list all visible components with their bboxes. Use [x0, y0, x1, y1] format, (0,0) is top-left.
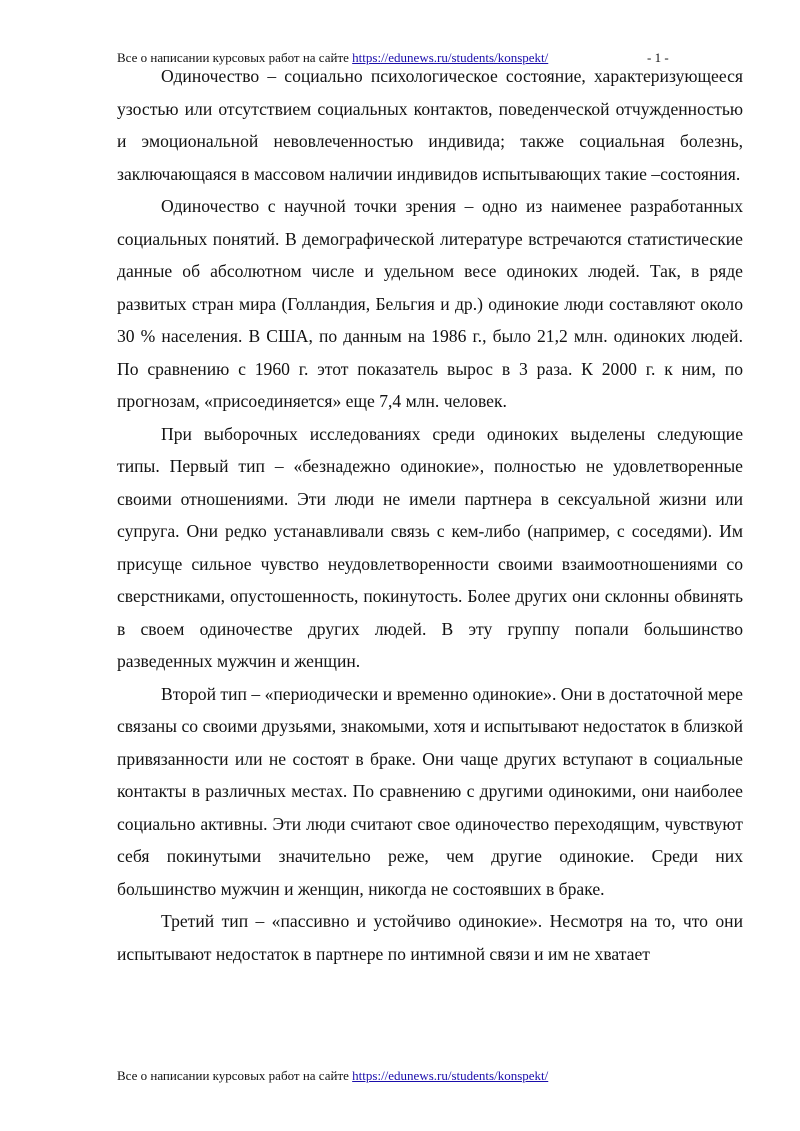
paragraph: Одиночество – социально психологическое состояние, характеризующееся узостью или отсутствием социальных контактов, поведенческой отчужденностью и эмоциональной невовлеченностью индивида; также социальная болезнь, заключающаяся в массовом наличии индивидов испытывающих такие –состояния.	[117, 66, 743, 184]
paragraph: Одиночество с научной точки зрения – одно из наименее разработанных социальных понятий. В демографической литературе встречаются статистические данные об абсолютном числе и удельном весе одиноких людей. Так, в ряде развитых стран мира (Голландия, Бельгия и др.) одинокие люди составляют около 30 % населения. В США, по данным на 1986 г., было 21,2 млн. одиноких людей. По сравнению с 1960 г. этот показатель вырос в 3 раза. К 2000 г. к ним, по прогнозам, «присоединяется» еще 7,4 млн. человек.	[117, 196, 743, 411]
page-number: - 1 -	[647, 50, 669, 65]
header-link[interactable]: https://edunews.ru/students/konspekt/	[352, 50, 549, 65]
paragraph: Второй тип – «периодически и временно одинокие». Они в достаточной мере связаны со своими друзьями, знакомыми, хотя и испытывают недостаток в близкой привязанности или не состоят в браке. Они чаще других вступают в социальные контакты в различных местах. По сравнению с другими одинокими, они наиболее социально активны. Эти люди считают свое одиночество переходящим, чувствуют себя покинутыми значительно реже, чем другие одинокие. Среди них большинство мужчин и женщин, никогда не состоявших в браке.	[117, 683, 743, 899]
footer-text: Все о написании курсовых работ на сайте	[117, 1068, 353, 1083]
paragraph: Третий тип – «пассивно и устойчиво одинокие». Несмотря на то, что они испытывают недостаток в партнере по интимной связи и им не хватает	[117, 911, 743, 964]
footer-link[interactable]: https://edunews.ru/students/konspekt/	[352, 1068, 549, 1083]
paragraph: При выборочных исследованиях среди одиноких выделены следующие типы. Первый тип – «безнадежно одинокие», полностью не удовлетворенные своими отношениями. Эти люди не имели партнера в сексуальной жизни или супруга. Они редко устанавливали связь с кем-либо (например, с соседями). Им присуще сильное чувство неудовлетворенности своими взаимоотношениями со сверстниками, опустошенность, покинутость. Более других они склонны обвинять в своем одиночестве других людей. В эту группу попали большинство разведенных мужчин и женщин.	[117, 423, 743, 671]
document-body	[117, 60, 743, 970]
header-text: Все о написании курсовых работ на сайте	[117, 50, 353, 65]
page-footer	[117, 1068, 548, 1083]
